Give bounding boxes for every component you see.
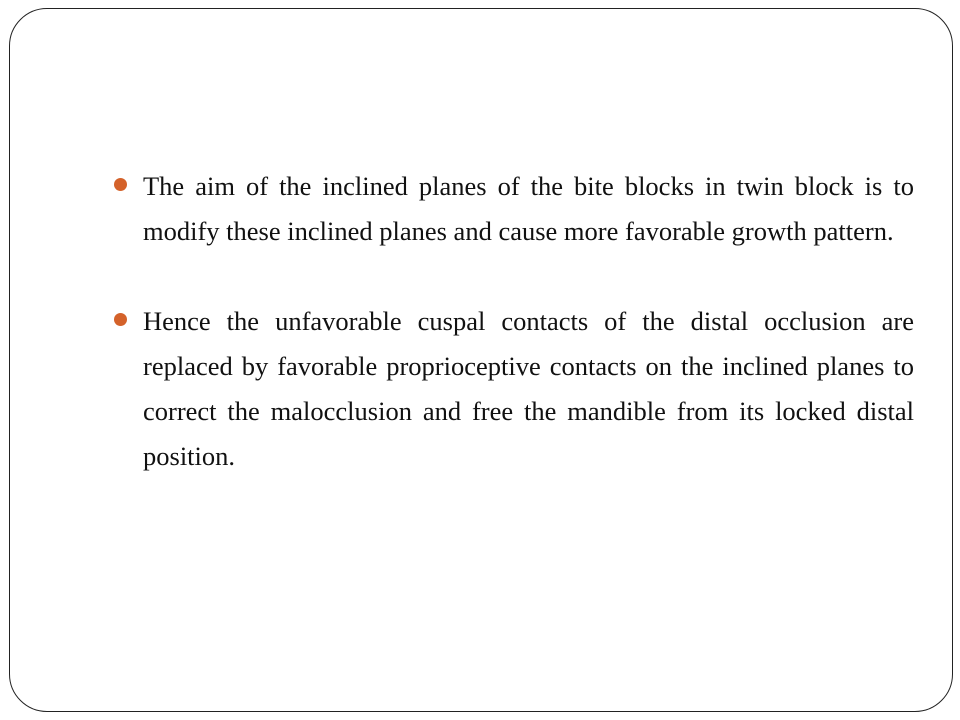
bullet-list [108, 164, 914, 524]
bullet-item [108, 299, 914, 479]
slide-frame [9, 8, 953, 712]
bullet-item [108, 164, 914, 254]
bullet-text: Hence the unfavorable cuspal contacts of the distal occlusion are replaced by favorable proprioceptive contacts on the inclined planes to correct the malocclusion and free the mandible from its locked distal position. [143, 306, 914, 471]
bullet-text: The aim of the inclined planes of the bite blocks in twin block is to modify these inclined planes and cause more favorable growth pattern. [143, 171, 914, 246]
bullet-dot-icon [114, 313, 127, 326]
bullet-dot-icon [114, 178, 127, 191]
